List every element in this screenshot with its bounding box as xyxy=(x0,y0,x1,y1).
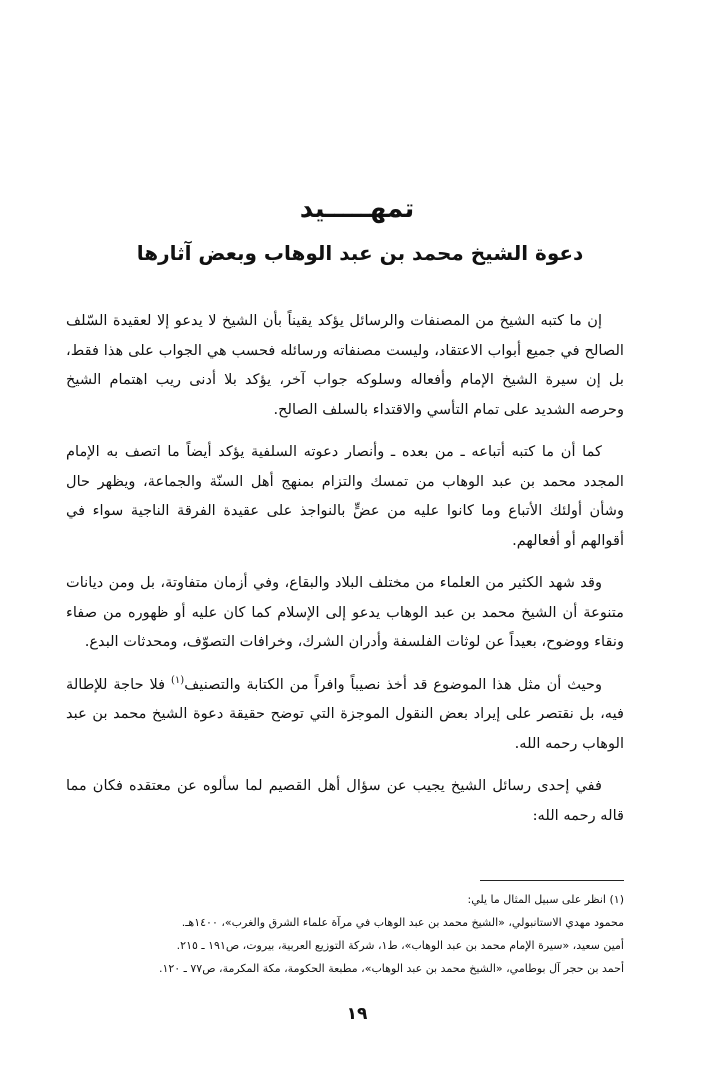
chapter-title: تمهـــــيد xyxy=(299,194,415,224)
chapter-subtitle: دعوة الشيخ محمد بن عبد الوهاب وبعض آثارها xyxy=(136,241,584,265)
body-text xyxy=(66,306,624,830)
footnotes xyxy=(60,888,624,980)
paragraph-lead: وحيث أن مثل هذا الموضوع قد أخذ نصيباً وافراً من الكتابة والتصنيف xyxy=(184,675,603,693)
footnote-reference-line: أحمد بن حجر آل بوطامي، «الشيخ محمد بن عبد الوهاب»، مطبعة الحكومة، مكة المكرمة، ص٧٧ ـ ١٢٠. xyxy=(158,962,624,975)
footnote-divider xyxy=(480,880,624,881)
footnote-intro: (١) انظر على سبيل المثال ما يلي: xyxy=(467,893,624,906)
paragraph-with-footnote xyxy=(66,670,624,759)
paragraph: إن ما كتبه الشيخ من المصنفات والرسائل يؤكد يقيناً بأن الشيخ لا يدعو إلا لعقيدة السّلف الصالح في جميع أبواب الاعتقاد، وليست مصنفاته ورسائله فحسب هي الجواب على هذا فقط، بل إن سيرة الشيخ الإمام وأفعاله وسلوكه جواب آخر، يؤكد بلا أدنى ريب اهتمام الشيخ وحرصه الشديد على تمام التأسي والاقتداء بالسلف الصالح. xyxy=(66,312,624,418)
paragraph: كما أن ما كتبه أتباعه ـ من بعده ـ وأنصار دعوته السلفية يؤكد أيضاً ما اتصف به الإمام المجدد محمد بن عبد الوهاب من تمسك والتزام بمنهج أهل السنّة والجماعة، ويظهر حال وشأن أولئك الأتباع وما كانوا عليه من عضٍّ بالنواجذ على عقيدة الفرقة الناجية سواء في أقوالهم أو أفعالهم. xyxy=(66,443,624,549)
page-number: ١٩ xyxy=(346,1004,368,1024)
paragraph-rest: فلا حاجة للإطالة فيه، بل نقتصر على إيراد بعض النقول الموجزة التي توضح حقيقة دعوة الشيخ محمد بن عبد الوهاب رحمه الله. xyxy=(66,675,624,752)
footnote-reference-line: أمين سعيد، «سيرة الإمام محمد بن عبد الوهاب»، ط١، شركة التوزيع العربية، بيروت، ص١٩١ ـ ٢١٥. xyxy=(176,939,624,952)
paragraph: ففي إحدى رسائل الشيخ يجيب عن سؤال أهل القصيم لما سألوه عن معتقده فكان مما قاله رحمه الله: xyxy=(66,777,624,824)
footnote-reference[interactable]: (١) xyxy=(171,674,185,686)
paragraph: وقد شهد الكثير من العلماء من مختلف البلاد والبقاع، وفي أزمان متفاوتة، بل ومن ديانات متنوعة أن الشيخ محمد بن عبد الوهاب يدعو إلى الإسلام كما كان عليه أو ظهوره من صفاء ونقاء ووضوح، بعيداً عن لوثات الفلسفة وأدران الشرك، وخرافات التصوّف، ومحدثات البدع. xyxy=(66,574,624,650)
footnote-reference-line: محمود مهدي الاستانبولي، «الشيخ محمد بن عبد الوهاب في مرآة علماء الشرق والغرب»، ١٤٠٠هـ. xyxy=(181,916,624,929)
